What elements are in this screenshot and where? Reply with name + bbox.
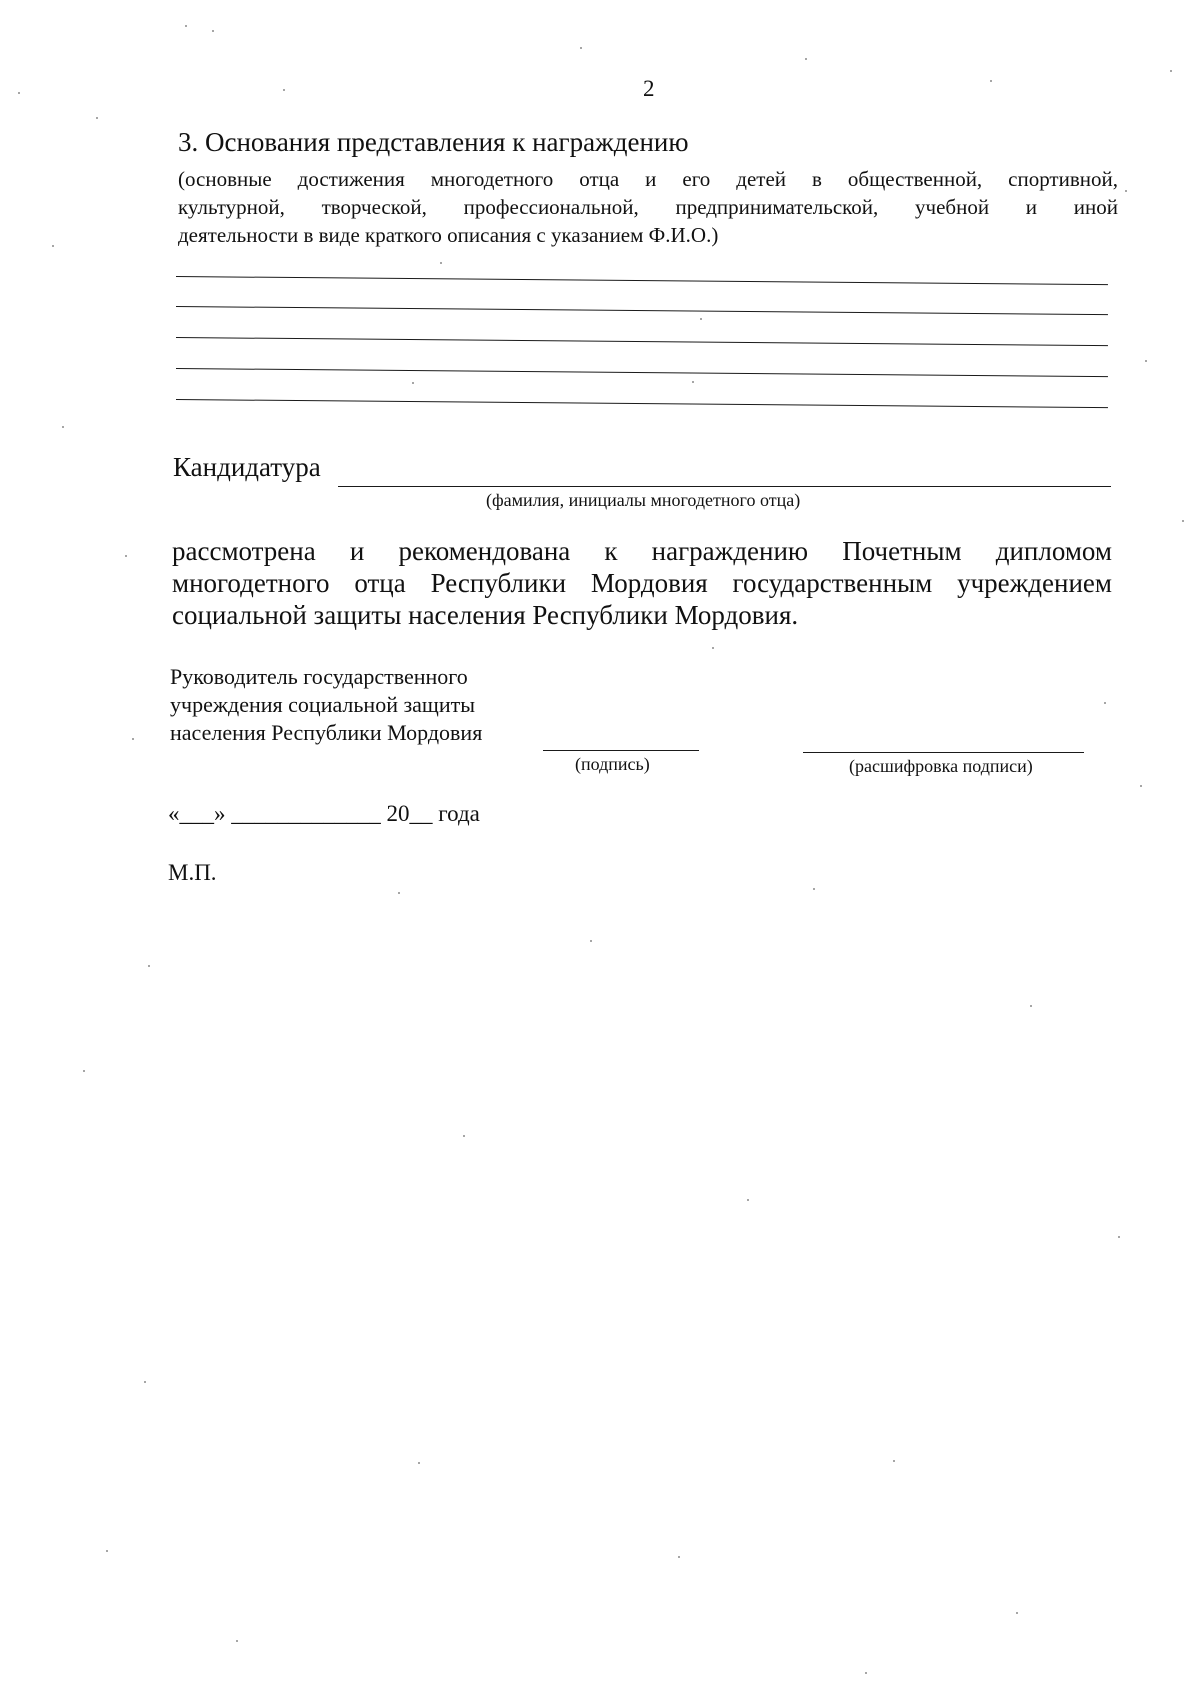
signature-caption: (подпись) — [575, 754, 650, 774]
candidate-label: Кандидатура — [173, 452, 321, 482]
scan-speck — [106, 1550, 108, 1552]
scan-speck — [96, 117, 98, 119]
scan-speck — [747, 1199, 749, 1201]
scan-speck — [893, 1460, 895, 1462]
section-title: 3. Основания представления к награждению — [178, 127, 689, 157]
scan-speck — [125, 555, 127, 557]
signature-decoding-line — [803, 752, 1084, 753]
scan-speck — [1104, 702, 1106, 704]
scan-speck — [52, 245, 54, 247]
scan-speck — [813, 888, 815, 890]
section-subtitle-line: (основные достижения многодетного отца и его детей в общественной, спортивной, — [178, 167, 1118, 191]
section-subtitle-line: культурной, творческой, профессиональной, предпринимательской, учебной и иной — [178, 195, 1118, 219]
blank-fill-line — [176, 337, 1108, 346]
scan-speck — [83, 1070, 85, 1072]
candidate-caption: (фамилия, инициалы многодетного отца) — [486, 490, 801, 510]
scan-speck — [236, 1640, 238, 1642]
scan-speck — [463, 1135, 465, 1137]
recommendation-line: многодетного отца Республики Мордовия государственным учреждением — [172, 568, 1112, 598]
recommendation-paragraph — [172, 535, 1112, 631]
recommendation-line: социальной защиты населения Республики Мордовия. — [172, 600, 799, 630]
scan-speck — [1170, 70, 1172, 72]
scan-speck — [212, 30, 214, 32]
blank-fill-line — [176, 276, 1108, 285]
scan-speck — [18, 92, 20, 94]
blank-fill-line — [176, 399, 1108, 408]
date-line: «___» _____________ 20__ года — [168, 801, 480, 826]
scan-speck — [185, 25, 187, 27]
scan-speck — [590, 940, 592, 942]
scan-speck — [580, 47, 582, 49]
signatory-title-line: Руководитель государственного — [170, 664, 468, 689]
page-number: 2 — [643, 76, 655, 101]
candidate-name-line — [338, 486, 1111, 487]
scan-speck — [418, 1462, 420, 1464]
signature-decoding-caption: (расшифровка подписи) — [849, 756, 1033, 776]
recommendation-line: рассмотрена и рекомендована к награждению Почетным дипломом — [172, 536, 1112, 566]
scan-speck — [1182, 520, 1184, 522]
scan-speck — [805, 58, 807, 60]
signatory-title-line: учреждения социальной защиты — [170, 692, 476, 717]
scan-speck — [132, 738, 134, 740]
scan-speck — [865, 1672, 867, 1674]
scan-speck — [148, 965, 150, 967]
signatory-title — [170, 663, 530, 747]
scan-speck — [700, 318, 702, 320]
scan-speck — [398, 892, 400, 894]
signature-line — [543, 750, 699, 751]
scan-speck — [1118, 1236, 1120, 1238]
blank-fill-line — [176, 368, 1108, 377]
scan-speck — [283, 89, 285, 91]
scan-speck — [1125, 190, 1127, 192]
section-subtitle-line: деятельности в виде краткого описания с указанием Ф.И.О.) — [178, 223, 719, 247]
scan-speck — [412, 382, 414, 384]
scan-speck — [62, 426, 64, 428]
scan-speck — [678, 1556, 680, 1558]
scan-speck — [712, 647, 714, 649]
section-subtitle — [178, 165, 1118, 249]
scan-speck — [440, 262, 442, 264]
scan-speck — [1140, 785, 1142, 787]
scan-speck — [990, 80, 992, 82]
scan-speck — [1145, 360, 1147, 362]
blank-fill-line — [176, 306, 1108, 315]
scan-speck — [1016, 1612, 1018, 1614]
scan-speck — [144, 1381, 146, 1383]
signatory-title-line: населения Республики Мордовия — [170, 720, 483, 745]
scan-speck — [692, 381, 694, 383]
stamp-place-label: М.П. — [168, 860, 217, 885]
scan-speck — [1030, 1005, 1032, 1007]
